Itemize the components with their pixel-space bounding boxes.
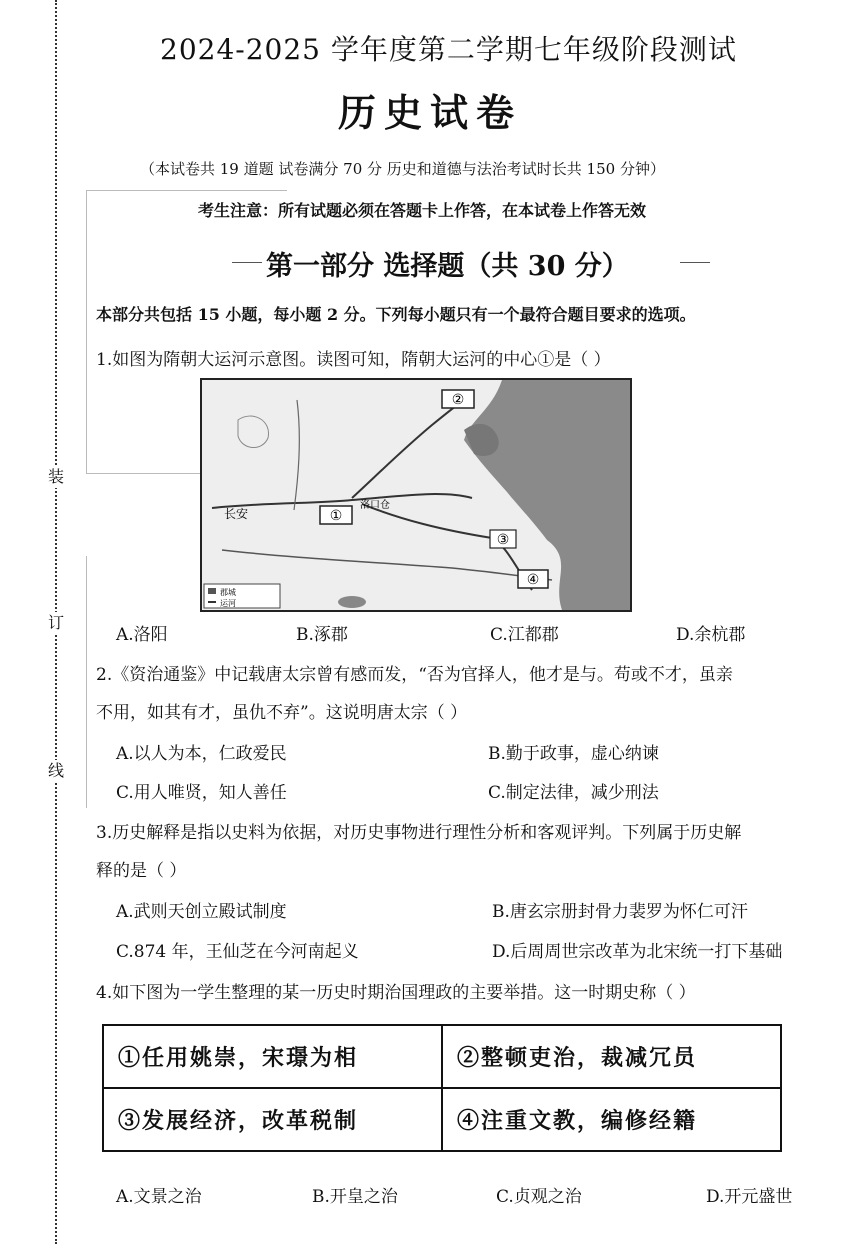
legend-city-symbol [208,588,216,594]
section-title: 第一部分 选择题（共 30 分） [266,251,629,282]
q2-stem-line1: 2.《资治通鉴》中记载唐太宗曾有感而发，“否为官择人，他才是与。苟或不才，虽亲 [96,665,733,685]
lake-shape [338,596,366,608]
marker-3: ③ [496,532,510,548]
binding-label-ding: 订 [45,612,67,634]
q4-option-d[interactable]: D.开元盛世 [706,1187,793,1207]
measure-cell: ②整顿吏治，裁减冗员 [442,1025,781,1088]
measure-cell: ①任用姚崇，宋璟为相 [103,1025,442,1088]
label-changan: 长安 [224,507,249,521]
q3-stem-line1: 3.历史解释是指以史料为依据，对历史事物进行理性分析和客观评判。下列属于历史解 [96,823,742,843]
measure-cell: ④注重文教，编修经籍 [442,1088,781,1151]
section-instruction: 本部分共包括 15 小题，每小题 2 分。下列每小题只有一个最符合题目要求的选项。 [96,305,696,324]
binding-label-xian: 线 [45,760,67,782]
q4-option-a[interactable]: A.文景之治 [116,1187,202,1207]
subject-title: 历史试卷 [337,90,522,135]
map-legend [204,584,280,608]
binding-label-zhuang: 装 [45,466,67,488]
q2-option-c[interactable]: C.用人唯贤，知人善任 [116,783,287,803]
marker-4: ④ [526,572,540,588]
q2-option-a[interactable]: A.以人为本，仁政爱民 [116,744,287,764]
q1-option-a[interactable]: A.洛阳 [116,625,168,645]
marker-1: ① [329,508,343,524]
q2-option-d[interactable]: C.制定法律，减少刑法 [488,783,659,803]
q3-option-a[interactable]: A.武则天创立殿试制度 [116,902,287,922]
section-rule-left [232,262,262,263]
section-rule-right [680,262,710,263]
faint-frame-decoration-2 [86,556,91,808]
q2-stem-line2: 不用，如其有才，虽仇不弃”。这说明唐太宗（ ） [96,703,468,723]
candidate-notice: 考生注意：所有试题必须在答题卡上作答，在本试卷上作答无效 [198,201,647,220]
grand-canal-map [200,378,632,612]
q4-option-b[interactable]: B.开皇之治 [312,1187,398,1207]
legend-canal: 运河 [220,599,236,608]
q1-option-d[interactable]: D.余杭郡 [676,625,746,645]
q3-option-c[interactable]: C.874 年，王仙芝在今河南起义 [116,942,359,962]
exam-title: 2024-2025 学年度第二学期七年级阶段测试 [160,33,737,66]
q1-option-c[interactable]: C.江都郡 [490,625,559,645]
q4-option-c[interactable]: C.贞观之治 [496,1187,582,1207]
q1-stem: 1.如图为隋朝大运河示意图。读图可知，隋朝大运河的中心①是（ ） [96,350,611,370]
label-luokou: 洛口仓 [360,500,390,511]
q3-option-b[interactable]: B.唐玄宗册封骨力裴罗为怀仁可汗 [492,902,748,922]
q1-option-b[interactable]: B.涿郡 [296,625,348,645]
q4-stem: 4.如下图为一学生整理的某一历史时期治国理政的主要举措。这一时期史称（ ） [96,983,696,1003]
policy-measures-table [102,1024,782,1152]
q3-stem-line2: 释的是（ ） [96,861,187,881]
marker-2: ② [451,392,465,408]
exam-info: （本试卷共 19 道题 试卷满分 70 分 历史和道德与法治考试时长共 150 分钟） [140,160,665,178]
q3-option-d[interactable]: D.后周周世宗改革为北宋统一打下基础 [492,942,783,962]
q2-option-b[interactable]: B.勤于政事，虚心纳谏 [488,744,659,764]
legend-city: 郡城 [220,588,236,597]
measure-cell: ③发展经济，改革税制 [103,1088,442,1151]
